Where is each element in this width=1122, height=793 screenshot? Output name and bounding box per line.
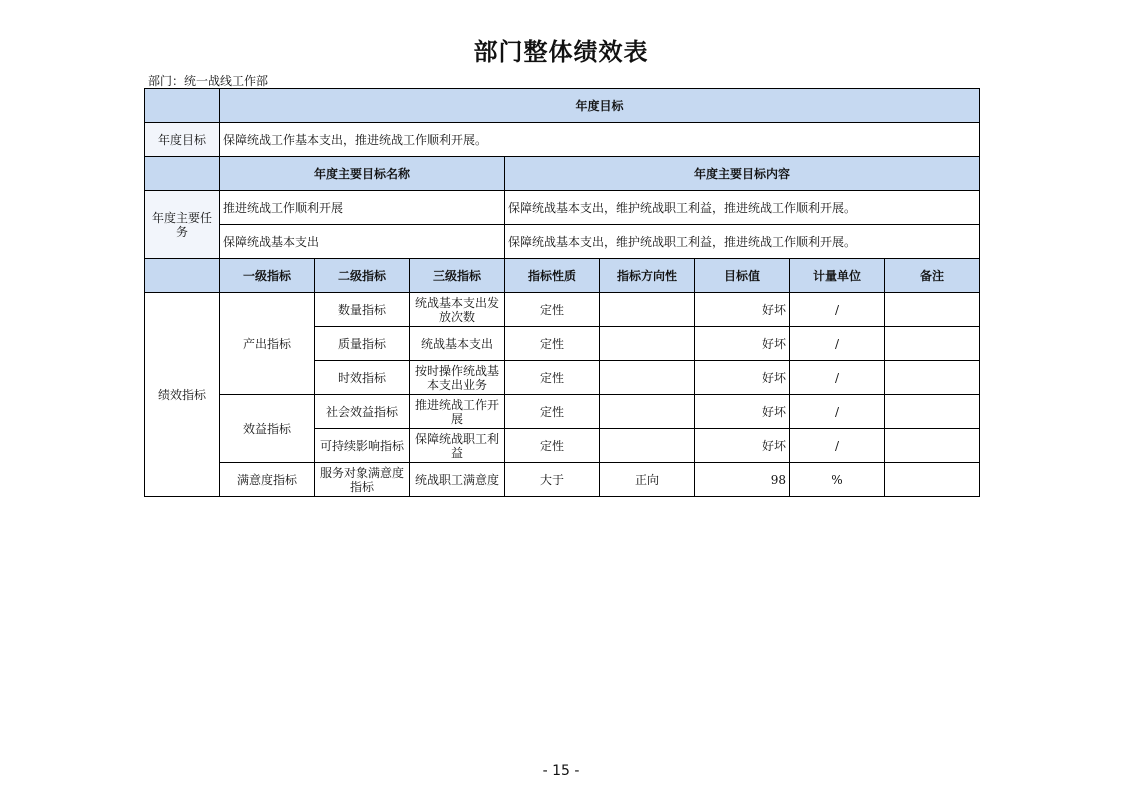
direction-cell (600, 293, 695, 327)
task-row (145, 225, 980, 259)
annual-goal-content: 保障统战工作基本支出，推进统战工作顺利开展。 (220, 123, 980, 157)
note-cell (885, 327, 980, 361)
performance-table (144, 88, 980, 497)
direction-cell (600, 327, 695, 361)
annual-goal-header-row (145, 89, 980, 123)
task-content: 保障统战基本支出，维护统战职工利益，推进统战工作顺利开展。 (505, 191, 980, 225)
target-cell: 好坏 (695, 293, 790, 327)
header-level2: 二级指标 (315, 259, 410, 293)
header-nature: 指标性质 (505, 259, 600, 293)
department-label: 部门：统一战线工作部 (148, 74, 269, 88)
task-name: 推进统战工作顺利开展 (220, 191, 505, 225)
note-cell (885, 395, 980, 429)
corner-cell (145, 157, 220, 191)
task-row (145, 191, 980, 225)
header-target: 目标值 (695, 259, 790, 293)
level2-cell: 时效指标 (315, 361, 410, 395)
indicator-row (145, 463, 980, 497)
level1-output: 产出指标 (220, 293, 315, 395)
level3-cell: 统战基本支出 (410, 327, 505, 361)
indicator-header-row (145, 259, 980, 293)
note-cell (885, 463, 980, 497)
indicator-row (145, 395, 980, 429)
nature-cell: 定性 (505, 395, 600, 429)
header-level1: 一级指标 (220, 259, 315, 293)
level3-cell: 统战基本支出发放次数 (410, 293, 505, 327)
target-cell: 好坏 (695, 327, 790, 361)
unit-cell: / (790, 293, 885, 327)
level1-benefit: 效益指标 (220, 395, 315, 463)
direction-cell: 正向 (600, 463, 695, 497)
nature-cell: 定性 (505, 429, 600, 463)
header-unit: 计量单位 (790, 259, 885, 293)
target-cell: 好坏 (695, 395, 790, 429)
note-cell (885, 429, 980, 463)
unit-cell: / (790, 327, 885, 361)
target-cell: 好坏 (695, 429, 790, 463)
indicators-label: 绩效指标 (145, 293, 220, 497)
page-title: 部门整体绩效表 (473, 38, 649, 66)
unit-cell: / (790, 429, 885, 463)
target-cell: 好坏 (695, 361, 790, 395)
level2-cell: 服务对象满意度指标 (315, 463, 410, 497)
annual-goal-label: 年度目标 (145, 123, 220, 157)
header-note: 备注 (885, 259, 980, 293)
task-content-header: 年度主要目标内容 (505, 157, 980, 191)
level3-cell: 推进统战工作开展 (410, 395, 505, 429)
nature-cell: 定性 (505, 293, 600, 327)
header-level3: 三级指标 (410, 259, 505, 293)
corner-cell (145, 89, 220, 123)
page-number: - 15 - (542, 763, 580, 779)
annual-goal-row (145, 123, 980, 157)
direction-cell (600, 361, 695, 395)
header-direction: 指标方向性 (600, 259, 695, 293)
task-content: 保障统战基本支出，维护统战职工利益，推进统战工作顺利开展。 (505, 225, 980, 259)
level3-cell: 保障统战职工利益 (410, 429, 505, 463)
indicator-row (145, 293, 980, 327)
direction-cell (600, 395, 695, 429)
task-name: 保障统战基本支出 (220, 225, 505, 259)
target-cell: 98 (695, 463, 790, 497)
main-tasks-header-row (145, 157, 980, 191)
level2-cell: 可持续影响指标 (315, 429, 410, 463)
nature-cell: 定性 (505, 327, 600, 361)
level2-cell: 数量指标 (315, 293, 410, 327)
annual-goal-header: 年度目标 (220, 89, 980, 123)
unit-cell: % (790, 463, 885, 497)
note-cell (885, 293, 980, 327)
nature-cell: 大于 (505, 463, 600, 497)
note-cell (885, 361, 980, 395)
corner-cell (145, 259, 220, 293)
task-name-header: 年度主要目标名称 (220, 157, 505, 191)
unit-cell: / (790, 361, 885, 395)
level3-cell: 按时操作统战基本支出业务 (410, 361, 505, 395)
unit-cell: / (790, 395, 885, 429)
nature-cell: 定性 (505, 361, 600, 395)
level1-satisfaction: 满意度指标 (220, 463, 315, 497)
level3-cell: 统战职工满意度 (410, 463, 505, 497)
direction-cell (600, 429, 695, 463)
level2-cell: 质量指标 (315, 327, 410, 361)
main-tasks-label: 年度主要任务 (145, 191, 220, 259)
level2-cell: 社会效益指标 (315, 395, 410, 429)
